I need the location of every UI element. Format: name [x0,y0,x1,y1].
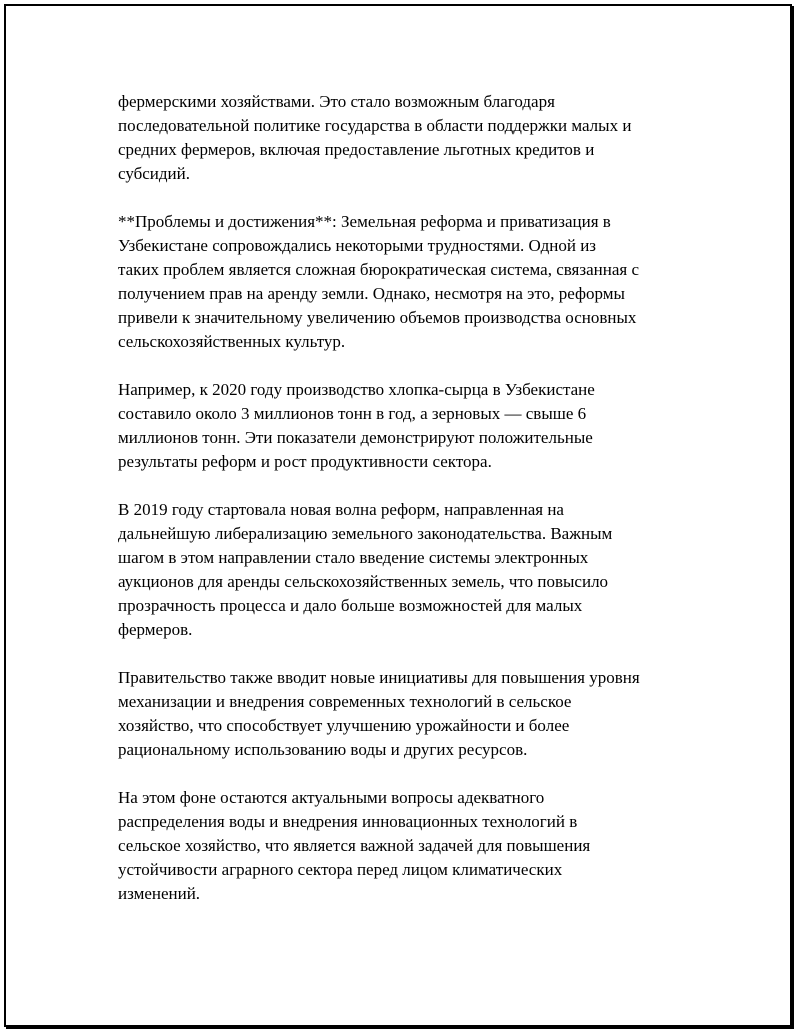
paragraph-government-initiatives: Правительство также вводит новые инициативы для повышения уровня механизации и внедрения современных технологий в сельское хозяйство, что способствует улучшению урожайности и более рациональному использованию воды и других ресурсов. [118,668,640,759]
document-body [118,90,698,930]
paragraph-intro-continuation: фермерскими хозяйствами. Это стало возможным благодаря последовательной политике государства в области поддержки малых и средних фермеров, включая предоставление льготных кредитов и субсидий. [118,92,632,183]
paragraph-problems-achievements: **Проблемы и достижения**: Земельная реформа и приватизация в Узбекистане сопровождались некоторыми трудностями. Одной из таких проблем является сложная бюрократическая система, связанная с получением прав на аренду земли. Однако, несмотря на это, реформы привели к значительному увеличению объемов производства основных сельскохозяйственных культур. [118,212,639,351]
paragraph-2019-reforms: В 2019 году стартовала новая волна реформ, направленная на дальнейшую либерализацию земельного законодательства. Важным шагом в этом направлении стало введение системы электронных аукционов для аренды сельскохозяйственных земель, что повысило прозрачность процесса и дало больше возможностей для малых фермеров. [118,500,613,639]
paragraph-production-example: Например, к 2020 году производство хлопка-сырца в Узбекистане составило около 3 миллионов тонн в год, а зерновых — свыше 6 миллионов тонн. Эти показатели демонстрируют положительные результаты реформ и рост продуктивности сектора. [118,380,595,471]
paragraph-water-distribution: На этом фоне остаются актуальными вопросы адекватного распределения воды и внедрения инновационных технологий в сельское хозяйство, что является важной задачей для повышения устойчивости аграрного сектора перед лицом климатических изменений. [118,788,591,903]
